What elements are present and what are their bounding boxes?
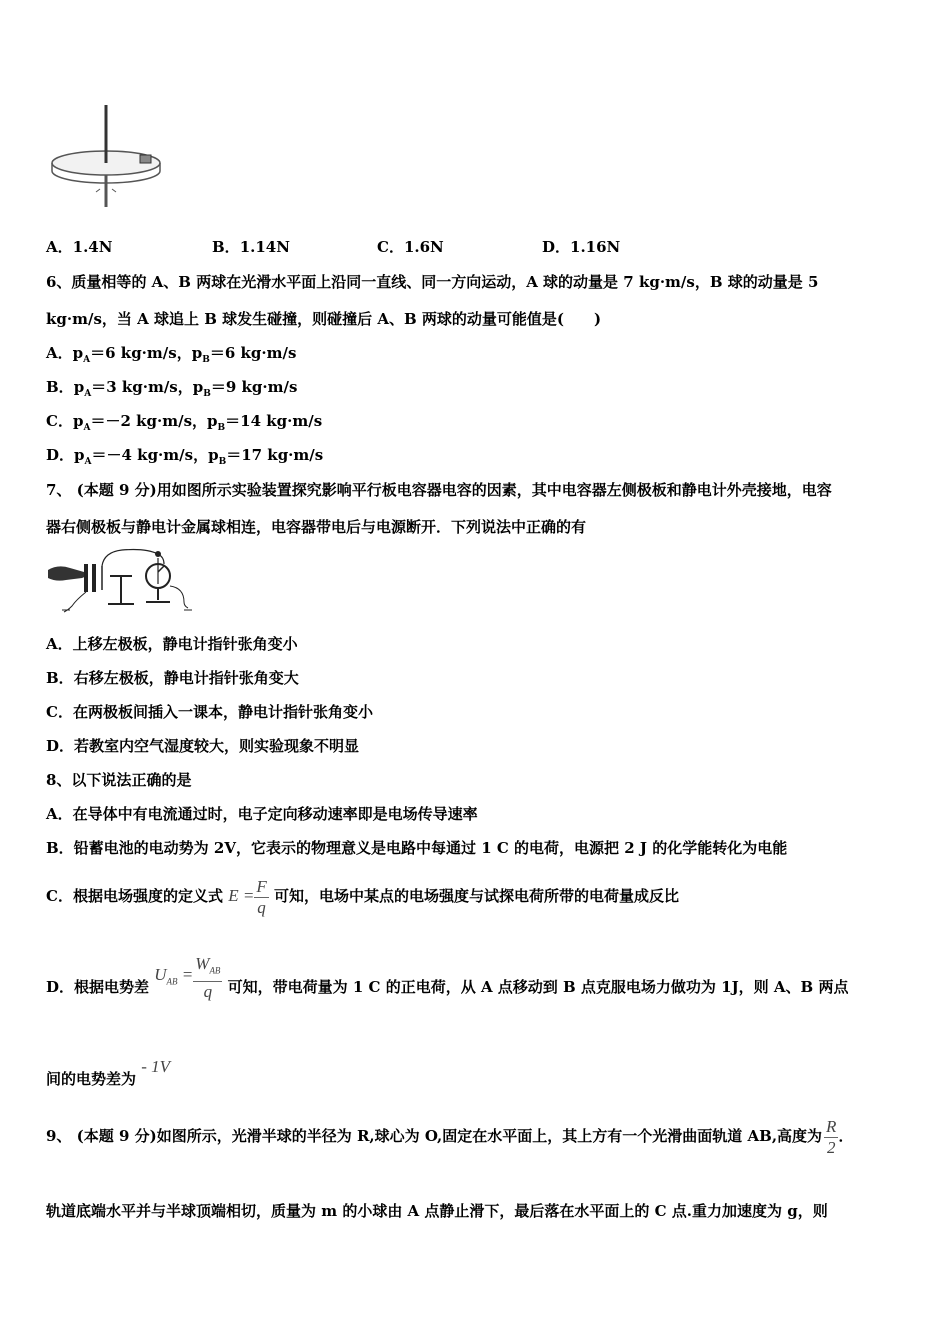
q6-option-a: A．$p_A=6$ kg·m/s，$p_B=6$ kg·m/s	[46, 344, 297, 365]
q9-stem-line1: 9、 (本题 9 分)如图所示，光滑半球的半径为 R,球心为 O,固定在水平面上，其上方有一个光滑曲面轨道 AB,高度为 $\frac{R}{2}$ ．	[46, 1116, 854, 1157]
q8-option-a: A．在导体中有电流通过时，电子定向移动速率即是电场传导速率	[46, 805, 478, 823]
q6-option-b: B．$p_A=3$ kg·m/s，$p_B=9$ kg·m/s	[46, 378, 298, 399]
capacitor-electrometer-figure	[46, 546, 194, 616]
q5-option-d: D．1.16N	[542, 238, 621, 256]
q5-option-c: C．1.6N	[377, 238, 444, 256]
q7-option-a: A．上移左极板，静电计指针张角变小	[46, 635, 298, 653]
q7-stem-line2: 器右侧极板与静电计金属球相连，电容器带电后与电源断开．下列说法中正确的有	[46, 518, 587, 536]
potential-difference-value: - 1V	[141, 1057, 171, 1076]
q8-option-d-line2: 间的电势差为 - 1V	[46, 1057, 171, 1088]
q7-stem-line1: 7、 (本题 9 分)用如图所示实验装置探究影响平行板电容器电容的因素，其中电容器左侧极板和静电计外壳接地，电容	[46, 481, 832, 499]
q7-option-c: C．在两极板间插入一课本，静电计指针张角变小	[46, 703, 373, 721]
q9-stem-line2: 轨道底端水平并与半球顶端相切，质量为 m 的小球由 A 点静止滑下，最后落在水平面上的 C 点.重力加速度为 g，则	[46, 1202, 828, 1220]
height-fraction: $\frac{R}{2}$	[826, 1116, 837, 1157]
q8-stem: 8、以下说法正确的是	[46, 771, 192, 789]
q6-stem-line2: kg·m/s，当 A 球追上 B 球发生碰撞，则碰撞后 A、B 两球的动量可能值是( )	[46, 310, 602, 328]
q7-option-b: B．右移左极板，静电计指针张角变大	[46, 669, 299, 687]
q8-option-d: D．根据电势差 $U_{AB}$ = $\frac{W_{AB}}{q}$ 可知，带电荷量为 1 C 的正电荷，从 A 点移动到 B 点克服电场力做功为 1J，则 A、B 两点	[46, 954, 849, 1001]
formula-e-fraction: $\frac{F}{q}$	[256, 876, 267, 917]
rotating-disk-figure	[48, 105, 166, 211]
q5-option-b: B．1.14N	[212, 238, 290, 256]
q6-option-c: C．$p_A=-2$ kg·m/s，$p_B=14$ kg·m/s	[46, 412, 323, 433]
q6-stem-line1: 6、质量相等的 A、B 两球在光滑水平面上沿同一直线、同一方向运动，A 球的动量是 7 kg·m/s，B 球的动量是 5	[46, 273, 819, 291]
formula-u-fraction: $\frac{W_{AB}}{q}$	[195, 954, 221, 1001]
formula-u-lhs: $U_{AB}$ =	[154, 965, 194, 987]
q6-option-d: D．$p_A=-4$ kg·m/s，$p_B=17$ kg·m/s	[46, 446, 324, 467]
q8-option-c: C．根据电场强度的定义式 E = $\frac{F}{q}$ 可知，电场中某点的电场强度与试探电荷所带的电荷量成反比	[46, 876, 679, 917]
q5-option-a: A．1.4N	[46, 238, 113, 256]
formula-e-lhs: E	[228, 886, 239, 905]
q7-option-d: D．若教室内空气湿度较大，则实验现象不明显	[46, 737, 360, 755]
q8-option-b: B．铅蓄电池的电动势为 2V，它表示的物理意义是电路中每通过 1 C 的电荷，电源把 2 J 的化学能转化为电能	[46, 839, 788, 857]
